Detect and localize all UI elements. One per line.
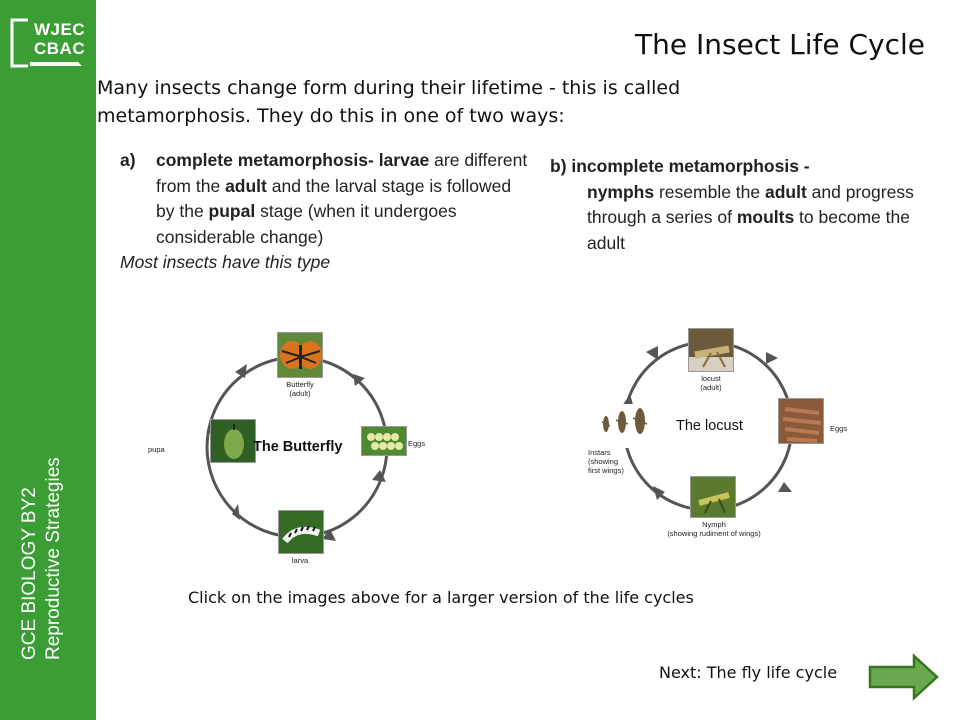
locust-life-cycle-diagram[interactable]: [578, 314, 868, 549]
text-span: stage (when it undergoes considerable change): [156, 201, 457, 247]
right-arrow-icon: [870, 656, 937, 698]
locust-adult-photo: [688, 328, 734, 372]
bold-term-moults: moults: [736, 207, 795, 227]
locust-nymph-label: [644, 520, 784, 538]
sidebar-vertical-text: [18, 400, 66, 660]
cycle-arrowhead-icon: [322, 529, 336, 541]
butterfly-cycle-title: The Butterfly: [253, 439, 343, 455]
label-line: Instars: [588, 448, 611, 457]
bold-term-nymphs: nymphs: [587, 181, 655, 202]
incomplete-heading: b) incomplete metamorphosis -: [550, 156, 810, 176]
wjec-cbac-logo: [8, 16, 88, 70]
butterfly-pupa-photo: [210, 419, 256, 463]
text-span: to become the adult: [587, 207, 910, 253]
cycle-arrowhead-icon: [646, 346, 658, 360]
label-line: (showing: [588, 457, 619, 466]
butterfly-adult-label: [272, 380, 328, 398]
text-span: are different from the: [156, 150, 528, 196]
butterfly-eggs-label: Eggs: [408, 439, 426, 448]
butterfly-pupa-label: pupa: [148, 445, 165, 454]
locust-instars-photo: [598, 404, 652, 448]
text-span: and progress through a series of: [587, 181, 914, 227]
label-line: (adult): [289, 389, 311, 398]
next-link-label[interactable]: Next: The fly life cycle: [659, 663, 838, 682]
text-span: and the larval stage is followed by the: [156, 175, 512, 221]
label-line: Nymph: [702, 520, 726, 529]
intro-text: Many insects change form during their lifetime - this is called metamorphosis. They do this in one of two ways:: [97, 77, 681, 127]
cycle-arrowhead-icon: [778, 482, 792, 492]
locust-eggs-label: Eggs: [830, 424, 848, 433]
bold-term-pupal: pupal: [208, 201, 256, 221]
butterfly-adult-photo: [277, 332, 323, 378]
logo-line2: CBAC: [34, 39, 86, 58]
label-line: locust: [701, 374, 721, 383]
next-arrow-button[interactable]: [868, 653, 940, 701]
butterfly-eggs-photo: [361, 426, 407, 456]
label-line: (adult): [700, 383, 722, 392]
butterfly-larva-label: larva: [291, 556, 309, 565]
locust-nymph-photo: [690, 476, 736, 518]
label-line: (showing rudiment of wings): [667, 529, 761, 538]
caption-text: Click on the images above for a larger version of the life cycles: [188, 588, 694, 607]
bold-term-adult: adult: [765, 181, 807, 202]
locust-adult-label: [688, 374, 734, 392]
logo-line1: WJEC: [34, 20, 86, 39]
page-title: The Insect Life Cycle: [635, 28, 925, 61]
topic-name: Reproductive Strategies: [43, 457, 64, 660]
text-span: resemble the: [654, 181, 765, 202]
label-line: first wings): [588, 466, 624, 475]
complete-metamorphosis-text: [120, 148, 532, 276]
butterfly-larva-photo: [278, 510, 324, 554]
cycle-arrowhead-icon: [766, 352, 778, 364]
complete-metamorphosis-body: [156, 148, 532, 250]
butterfly-life-cycle-diagram[interactable]: [140, 322, 450, 594]
locust-eggs-photo: [778, 398, 824, 444]
incomplete-metamorphosis-body: [550, 154, 945, 256]
list-marker-a: a): [120, 150, 136, 170]
sidebar: [0, 0, 96, 720]
most-insects-note: Most insects have this type: [120, 252, 331, 272]
label-line: Butterfly: [286, 380, 314, 389]
locust-instars-label: [588, 448, 648, 475]
locust-cycle-title: The locust: [676, 418, 743, 434]
incomplete-metamorphosis-text: [550, 154, 945, 256]
bold-term-adult: adult: [225, 175, 267, 196]
course-name: GCE BIOLOGY BY2: [19, 487, 40, 660]
complete-heading: complete metamorphosis- larvae: [156, 150, 430, 170]
